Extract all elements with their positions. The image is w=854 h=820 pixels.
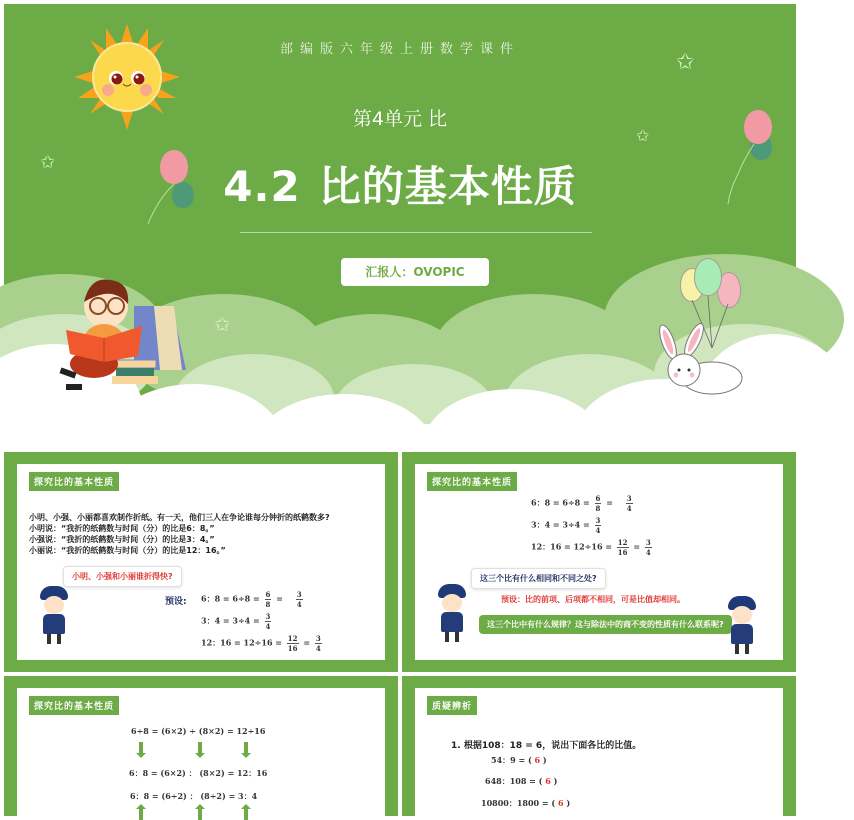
star-icon: ✩ — [676, 50, 695, 75]
up-arrow-icon — [139, 808, 143, 820]
slide-content — [17, 688, 385, 816]
exercise-item: 10800：1800 = ( 6 ) — [481, 798, 571, 808]
answer-value: 6 — [534, 755, 541, 765]
presenter-badge: 汇报人：OVOPIC — [341, 258, 489, 286]
exercise-item: 54：9 = ( 6 ) — [491, 755, 547, 765]
transform-row: 6：8 = (6÷2) ： (8÷2) = 3：4 — [130, 791, 258, 801]
unit-label: 第4单元 比 — [352, 108, 448, 130]
equation-row: 3：4 = 3÷4 = $\frac{3}{4}$ — [531, 516, 601, 535]
bunny-illustration — [656, 322, 746, 402]
star-icon: ✩ — [636, 126, 650, 145]
problem-line: 小强说：“我折的纸鹤数与时间（分）的比是3：4。” — [29, 535, 215, 544]
balloon-illustration — [694, 258, 722, 296]
up-arrow-icon — [244, 808, 248, 820]
exercise-item: 648：108 = ( 6 ) — [485, 776, 558, 786]
equation-row: 6：8 = 6÷8 = $\frac{6}{8}$ = $\frac{3}{4}$ — [201, 590, 302, 609]
green-question-bubble: 这三个比中有什么规律？这与除法中的商不变的性质有什么联系呢? — [479, 615, 732, 634]
answer-value: 6 — [557, 798, 564, 808]
down-arrow-icon — [139, 742, 143, 754]
slide-content — [415, 688, 783, 816]
preset-answer: 预设：比的前项、后项都不相同，可是比值却相同。 — [501, 595, 685, 604]
girl-character-illustration — [435, 584, 469, 644]
cover-slide[interactable] — [4, 4, 796, 448]
course-subtitle: 部编版六年级上册数学课件 — [279, 42, 520, 57]
slide-thumbnail-2[interactable] — [402, 452, 796, 672]
title-number: 4.2 — [223, 162, 301, 211]
equation-row: 12：16 = 12÷16 = $\frac{12}{16}$ = $\frac{3}{4}$ — [201, 634, 321, 653]
problem-line: 小丽说：“我折的纸鹤数与时间（分）的比是12：16。” — [29, 546, 226, 555]
answer-value: 6 — [545, 776, 551, 786]
equation-row: 12：16 = 12÷16 = $\frac{12}{16}$ = $\frac{3}{4}$ — [531, 538, 651, 557]
section-tag: 探究比的基本性质 — [427, 472, 517, 491]
title-text: 比的基本性质 — [318, 162, 577, 211]
problem-line: 小明说：“我折的纸鹤数与时间（分）的比是6：8。” — [29, 524, 215, 533]
star-icon: ✩ — [40, 152, 56, 173]
boy-character-illustration — [725, 596, 759, 656]
star-icon: ✩ — [214, 312, 231, 336]
slide-thumbnail-3[interactable] — [4, 676, 398, 816]
exercise-question: 1. 根据108：18 = 6，说出下面各比的比值。 — [451, 741, 642, 751]
down-arrow-icon — [244, 742, 248, 754]
slide-title — [4, 154, 796, 214]
girl-character-illustration — [37, 586, 71, 646]
title-divider — [240, 232, 592, 233]
section-tag: 探究比的基本性质 — [29, 696, 119, 715]
transform-row: 6÷8 = (6×2) ÷ (8×2) = 12÷16 — [131, 726, 266, 736]
equation-row: 3：4 = 3÷4 = $\frac{3}{4}$ — [201, 612, 271, 631]
slide-content — [17, 464, 385, 660]
question-bubble: 小明、小强和小丽谁折得快? — [63, 566, 182, 587]
slide-content — [415, 464, 783, 660]
cloud-base — [4, 424, 796, 454]
problem-line: 小明、小强、小丽都喜欢制作折纸。有一天，他们三人在争论谁每分钟折的纸鹤数多? — [29, 513, 330, 522]
reading-kid-illustration — [54, 266, 194, 396]
section-tag: 质疑辨析 — [427, 696, 477, 715]
down-arrow-icon — [198, 742, 202, 754]
slide-thumbnail-1[interactable] — [4, 452, 398, 672]
question-bubble: 这三个比有什么相同和不同之处? — [471, 568, 606, 589]
slide-thumbnail-4[interactable] — [402, 676, 796, 816]
preset-label: 预设: — [165, 597, 187, 607]
equation-row: 6：8 = 6÷8 = $\frac{6}{8}$ = $\frac{3}{4}$ — [531, 494, 632, 513]
section-tag: 探究比的基本性质 — [29, 472, 119, 491]
up-arrow-icon — [198, 808, 202, 820]
transform-row: 6：8 = (6×2) ： (8×2) = 12：16 — [129, 768, 268, 778]
